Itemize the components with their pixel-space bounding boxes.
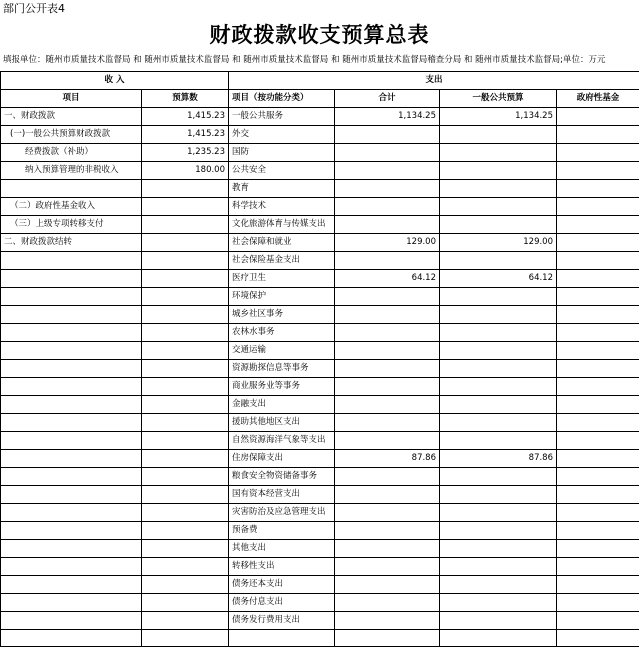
expense-fund-cell xyxy=(557,198,639,216)
income-item-cell xyxy=(1,522,142,540)
expense-item-cell: 医疗卫生 xyxy=(229,270,335,288)
income-budget-cell xyxy=(142,486,229,504)
income-item-header: 项目 xyxy=(1,90,142,108)
income-item-cell xyxy=(1,324,142,342)
expense-general-cell xyxy=(440,558,557,576)
expense-general-cell xyxy=(440,432,557,450)
expense-general-cell xyxy=(440,360,557,378)
budget-header: 预算数 xyxy=(142,90,229,108)
table-row xyxy=(1,468,639,486)
expense-item-cell: 转移性支出 xyxy=(229,558,335,576)
expense-general-cell xyxy=(440,252,557,270)
income-item-cell: (一)一般公共预算财政拨款 xyxy=(1,126,142,144)
expense-total-cell xyxy=(335,486,440,504)
expense-fund-cell xyxy=(557,360,639,378)
table-row xyxy=(1,576,639,594)
table-row xyxy=(1,558,639,576)
table-row xyxy=(1,288,639,306)
expense-item-cell xyxy=(229,630,335,647)
expense-fund-cell xyxy=(557,630,639,647)
income-budget-cell xyxy=(142,594,229,612)
expense-total-cell xyxy=(335,162,440,180)
expense-total-cell xyxy=(335,414,440,432)
income-budget-cell xyxy=(142,612,229,630)
table-row xyxy=(1,486,639,504)
expense-item-cell: 债务发行费用支出 xyxy=(229,612,335,630)
expense-item-cell: 国防 xyxy=(229,144,335,162)
expense-total-cell xyxy=(335,522,440,540)
income-budget-cell xyxy=(142,432,229,450)
expense-total-cell xyxy=(335,504,440,522)
expense-general-cell xyxy=(440,468,557,486)
expense-fund-cell xyxy=(557,468,639,486)
expense-fund-cell xyxy=(557,450,639,468)
expense-total-cell: 129.00 xyxy=(335,234,440,252)
expense-item-cell: 金融支出 xyxy=(229,396,335,414)
income-budget-cell xyxy=(142,216,229,234)
income-budget-cell xyxy=(142,288,229,306)
expense-total-cell xyxy=(335,252,440,270)
expense-fund-cell xyxy=(557,180,639,198)
income-budget-cell xyxy=(142,396,229,414)
table-row xyxy=(1,162,639,180)
expense-total-cell xyxy=(335,630,440,647)
income-budget-cell xyxy=(142,198,229,216)
expense-total-cell xyxy=(335,594,440,612)
income-item-cell xyxy=(1,558,142,576)
expense-item-cell: 债务还本支出 xyxy=(229,576,335,594)
expense-fund-cell xyxy=(557,144,639,162)
expense-item-cell: 文化旅游体育与传媒支出 xyxy=(229,216,335,234)
income-item-cell xyxy=(1,540,142,558)
expense-total-cell xyxy=(335,144,440,162)
expense-fund-cell xyxy=(557,486,639,504)
table-row xyxy=(1,324,639,342)
income-item-cell xyxy=(1,504,142,522)
table-row xyxy=(1,234,639,252)
income-budget-cell xyxy=(142,324,229,342)
income-item-cell xyxy=(1,414,142,432)
table-row xyxy=(1,252,639,270)
expense-general-cell xyxy=(440,540,557,558)
expense-fund-cell xyxy=(557,432,639,450)
table-row xyxy=(1,540,639,558)
expense-item-cell: 公共安全 xyxy=(229,162,335,180)
expense-fund-cell xyxy=(557,252,639,270)
expense-general-cell xyxy=(440,216,557,234)
table-row xyxy=(1,414,639,432)
expense-section-header: 支出 xyxy=(229,72,639,90)
function-item-header: 项目（按功能分类） xyxy=(229,90,335,108)
income-budget-cell: 180.00 xyxy=(142,162,229,180)
expense-general-cell xyxy=(440,612,557,630)
income-item-cell: 二、财政拨款结转 xyxy=(1,234,142,252)
expense-item-cell: 灾害防治及应急管理支出 xyxy=(229,504,335,522)
expense-item-cell: 交通运输 xyxy=(229,342,335,360)
expense-total-cell xyxy=(335,612,440,630)
table-number-label: 部门公开表4 xyxy=(3,2,65,15)
expense-item-cell: 社会保险基金支出 xyxy=(229,252,335,270)
income-section-header: 收 入 xyxy=(1,72,229,90)
expense-general-cell xyxy=(440,342,557,360)
expense-general-cell xyxy=(440,414,557,432)
expense-total-cell xyxy=(335,540,440,558)
income-budget-cell xyxy=(142,414,229,432)
expense-general-cell xyxy=(440,378,557,396)
income-item-cell xyxy=(1,576,142,594)
expense-general-cell xyxy=(440,594,557,612)
expense-fund-cell xyxy=(557,522,639,540)
expense-general-cell xyxy=(440,504,557,522)
government-fund-header: 政府性基金 xyxy=(557,90,639,108)
expense-fund-cell xyxy=(557,108,639,126)
expense-fund-cell xyxy=(557,558,639,576)
expense-general-cell: 1,134.25 xyxy=(440,108,557,126)
income-budget-cell xyxy=(142,234,229,252)
expense-general-cell xyxy=(440,522,557,540)
expense-total-cell xyxy=(335,468,440,486)
expense-fund-cell xyxy=(557,396,639,414)
income-budget-cell xyxy=(142,180,229,198)
expense-general-cell xyxy=(440,180,557,198)
expense-item-cell: 预备费 xyxy=(229,522,335,540)
income-budget-cell xyxy=(142,630,229,647)
income-item-cell xyxy=(1,630,142,647)
income-item-cell: 一、财政拨款 xyxy=(1,108,142,126)
expense-item-cell: 援助其他地区支出 xyxy=(229,414,335,432)
expense-item-cell: 科学技术 xyxy=(229,198,335,216)
income-item-cell xyxy=(1,486,142,504)
table-row xyxy=(1,396,639,414)
income-budget-cell xyxy=(142,576,229,594)
income-budget-cell xyxy=(142,450,229,468)
expense-general-cell xyxy=(440,126,557,144)
income-item-cell xyxy=(1,342,142,360)
expense-fund-cell xyxy=(557,288,639,306)
table-row xyxy=(1,378,639,396)
income-item-cell xyxy=(1,270,142,288)
income-budget-cell xyxy=(142,342,229,360)
expense-total-cell xyxy=(335,360,440,378)
expense-total-cell: 87.86 xyxy=(335,450,440,468)
income-item-cell: （二）政府性基金收入 xyxy=(1,198,142,216)
income-item-cell xyxy=(1,432,142,450)
budget-table xyxy=(0,71,639,647)
expense-total-cell: 1,134.25 xyxy=(335,108,440,126)
table-row xyxy=(1,342,639,360)
income-budget-cell xyxy=(142,252,229,270)
expense-item-cell: 农林水事务 xyxy=(229,324,335,342)
page-title: 财政拨款收支预算总表 xyxy=(209,22,430,47)
income-item-cell: 纳入预算管理的非税收入 xyxy=(1,162,142,180)
expense-fund-cell xyxy=(557,270,639,288)
expense-fund-cell xyxy=(557,342,639,360)
income-budget-cell xyxy=(142,378,229,396)
income-budget-cell xyxy=(142,522,229,540)
expense-general-cell: 129.00 xyxy=(440,234,557,252)
expense-fund-cell xyxy=(557,324,639,342)
income-item-cell xyxy=(1,450,142,468)
table-row xyxy=(1,504,639,522)
expense-general-cell xyxy=(440,630,557,647)
expense-fund-cell xyxy=(557,378,639,396)
expense-total-cell xyxy=(335,216,440,234)
income-item-cell xyxy=(1,594,142,612)
table-row xyxy=(1,144,639,162)
expense-total-cell xyxy=(335,126,440,144)
expense-fund-cell xyxy=(557,540,639,558)
expense-item-cell: 粮食安全物资储备事务 xyxy=(229,468,335,486)
expense-total-cell xyxy=(335,198,440,216)
income-item-cell: （三）上级专项转移支付 xyxy=(1,216,142,234)
table-row xyxy=(1,306,639,324)
table-row xyxy=(1,180,639,198)
expense-total-cell xyxy=(335,306,440,324)
income-budget-cell xyxy=(142,540,229,558)
table-row xyxy=(1,216,639,234)
expense-item-cell: 社会保障和就业 xyxy=(229,234,335,252)
expense-item-cell: 城乡社区事务 xyxy=(229,306,335,324)
expense-item-cell: 自然资源海洋气象等支出 xyxy=(229,432,335,450)
income-item-cell xyxy=(1,396,142,414)
income-budget-cell xyxy=(142,360,229,378)
income-budget-cell: 1,415.23 xyxy=(142,126,229,144)
income-budget-cell xyxy=(142,504,229,522)
expense-fund-cell xyxy=(557,576,639,594)
expense-total-cell xyxy=(335,324,440,342)
general-budget-header: 一般公共预算 xyxy=(440,90,557,108)
expense-item-cell: 商业服务业等事务 xyxy=(229,378,335,396)
expense-total-cell xyxy=(335,576,440,594)
expense-general-cell xyxy=(440,162,557,180)
income-item-cell xyxy=(1,288,142,306)
income-item-cell xyxy=(1,180,142,198)
expense-total-cell xyxy=(335,180,440,198)
expense-total-cell xyxy=(335,558,440,576)
income-item-cell xyxy=(1,306,142,324)
expense-general-cell xyxy=(440,324,557,342)
table-row xyxy=(1,126,639,144)
income-budget-cell xyxy=(142,306,229,324)
filer-line: 填报单位：随州市质量技术监督局 和 随州市质量技术监督局 和 随州市质量技术监督局 和 随州市质量技术监督局稽查分局 和 随州市质量技术监督局;单位：万元 xyxy=(3,55,606,65)
income-item-cell xyxy=(1,360,142,378)
expense-item-cell: 一般公共服务 xyxy=(229,108,335,126)
income-budget-cell: 1,415.23 xyxy=(142,108,229,126)
expense-general-cell xyxy=(440,396,557,414)
expense-total-cell xyxy=(335,288,440,306)
expense-general-cell: 87.86 xyxy=(440,450,557,468)
section-header-row xyxy=(1,72,639,90)
expense-fund-cell xyxy=(557,504,639,522)
expense-general-cell xyxy=(440,306,557,324)
expense-item-cell: 环境保护 xyxy=(229,288,335,306)
expense-fund-cell xyxy=(557,126,639,144)
table-row xyxy=(1,630,639,647)
expense-fund-cell xyxy=(557,162,639,180)
expense-fund-cell xyxy=(557,216,639,234)
income-item-cell xyxy=(1,612,142,630)
expense-total-cell xyxy=(335,342,440,360)
income-budget-cell xyxy=(142,558,229,576)
expense-item-cell: 外交 xyxy=(229,126,335,144)
table-row xyxy=(1,450,639,468)
income-item-cell xyxy=(1,252,142,270)
income-budget-cell xyxy=(142,270,229,288)
expense-general-cell xyxy=(440,198,557,216)
column-header-row xyxy=(1,90,639,108)
expense-item-cell: 国有资本经营支出 xyxy=(229,486,335,504)
expense-general-cell xyxy=(440,486,557,504)
expense-fund-cell xyxy=(557,306,639,324)
income-budget-cell: 1,235.23 xyxy=(142,144,229,162)
income-item-cell xyxy=(1,378,142,396)
expense-total-cell xyxy=(335,396,440,414)
expense-general-cell xyxy=(440,144,557,162)
income-item-cell: 经费拨款（补助） xyxy=(1,144,142,162)
table-row xyxy=(1,108,639,126)
expense-item-cell: 资源勘探信息等事务 xyxy=(229,360,335,378)
expense-total-cell xyxy=(335,432,440,450)
expense-total-cell: 64.12 xyxy=(335,270,440,288)
total-header: 合计 xyxy=(335,90,440,108)
expense-fund-cell xyxy=(557,234,639,252)
expense-fund-cell xyxy=(557,414,639,432)
expense-item-cell: 住房保障支出 xyxy=(229,450,335,468)
expense-general-cell xyxy=(440,288,557,306)
expense-fund-cell xyxy=(557,612,639,630)
table-row xyxy=(1,612,639,630)
expense-general-cell: 64.12 xyxy=(440,270,557,288)
expense-item-cell: 教育 xyxy=(229,180,335,198)
expense-item-cell: 债务付息支出 xyxy=(229,594,335,612)
table-row xyxy=(1,432,639,450)
table-row xyxy=(1,360,639,378)
income-item-cell xyxy=(1,468,142,486)
expense-total-cell xyxy=(335,378,440,396)
income-budget-cell xyxy=(142,468,229,486)
table-row xyxy=(1,522,639,540)
expense-fund-cell xyxy=(557,594,639,612)
expense-general-cell xyxy=(440,576,557,594)
expense-item-cell: 其他支出 xyxy=(229,540,335,558)
table-row xyxy=(1,198,639,216)
table-row xyxy=(1,594,639,612)
table-row xyxy=(1,270,639,288)
